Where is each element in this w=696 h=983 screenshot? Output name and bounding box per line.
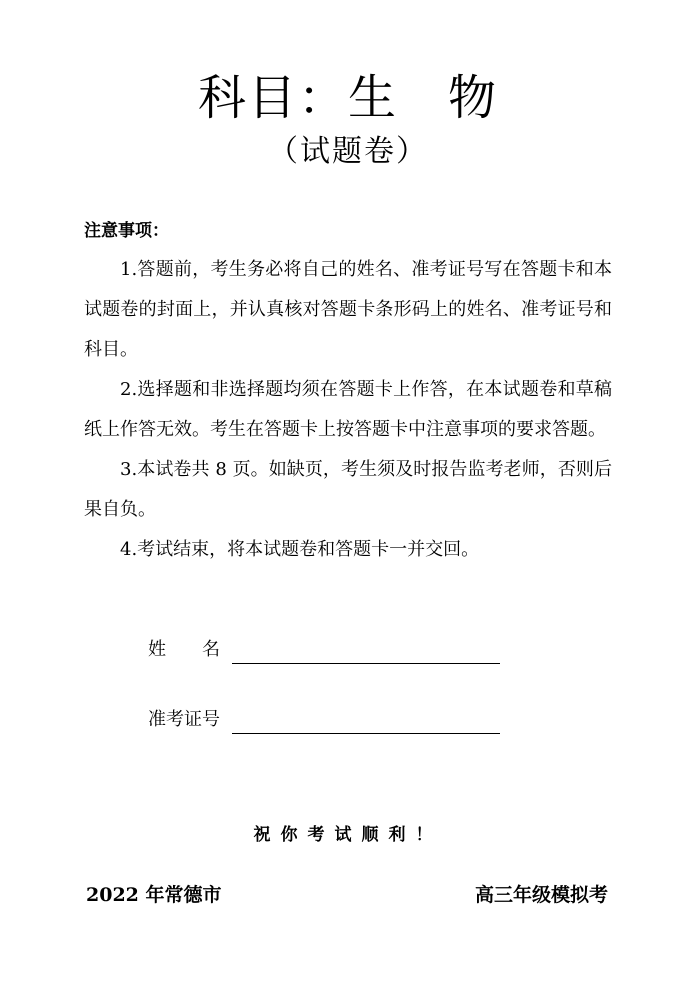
page-title: 科目：生 物 (197, 70, 498, 126)
notice-item: 3.本试卷共 8 页。如缺页，考生须及时报告监考老师，否则后果自负。 (84, 459, 612, 520)
name-field-label: 姓 名 (148, 639, 220, 660)
exam-id-field-line[interactable] (232, 709, 500, 734)
notice-item: 4.考试结束，将本试题卷和答题卡一并交回。 (120, 539, 480, 560)
footer-exam-name: 高三年级模拟考 (474, 884, 608, 906)
page-subtitle: （试题卷） (268, 134, 428, 169)
notice-item: 2.选择题和非选择题均须在答题卡上作答，在本试题卷和草稿纸上作答无效。考生在答题卡上按答题卡中注意事项的要求答题。 (84, 379, 612, 440)
notice-list (84, 250, 612, 570)
exam-id-field-label: 准考证号 (148, 709, 220, 730)
notice-item: 1.答题前，考生务必将自己的姓名、准考证号写在答题卡和本试题卷的封面上，并认真核对答题卡条形码上的姓名、准考证号和科目。 (84, 259, 612, 360)
footer-year-city: 2022 年常德市 (86, 884, 222, 906)
name-field-line[interactable] (232, 639, 500, 664)
exam-id-field-row (148, 706, 500, 734)
good-luck-message: 祝你考试顺利！ (253, 825, 443, 845)
name-field-row (148, 636, 500, 664)
notice-heading: 注意事项： (84, 221, 169, 241)
